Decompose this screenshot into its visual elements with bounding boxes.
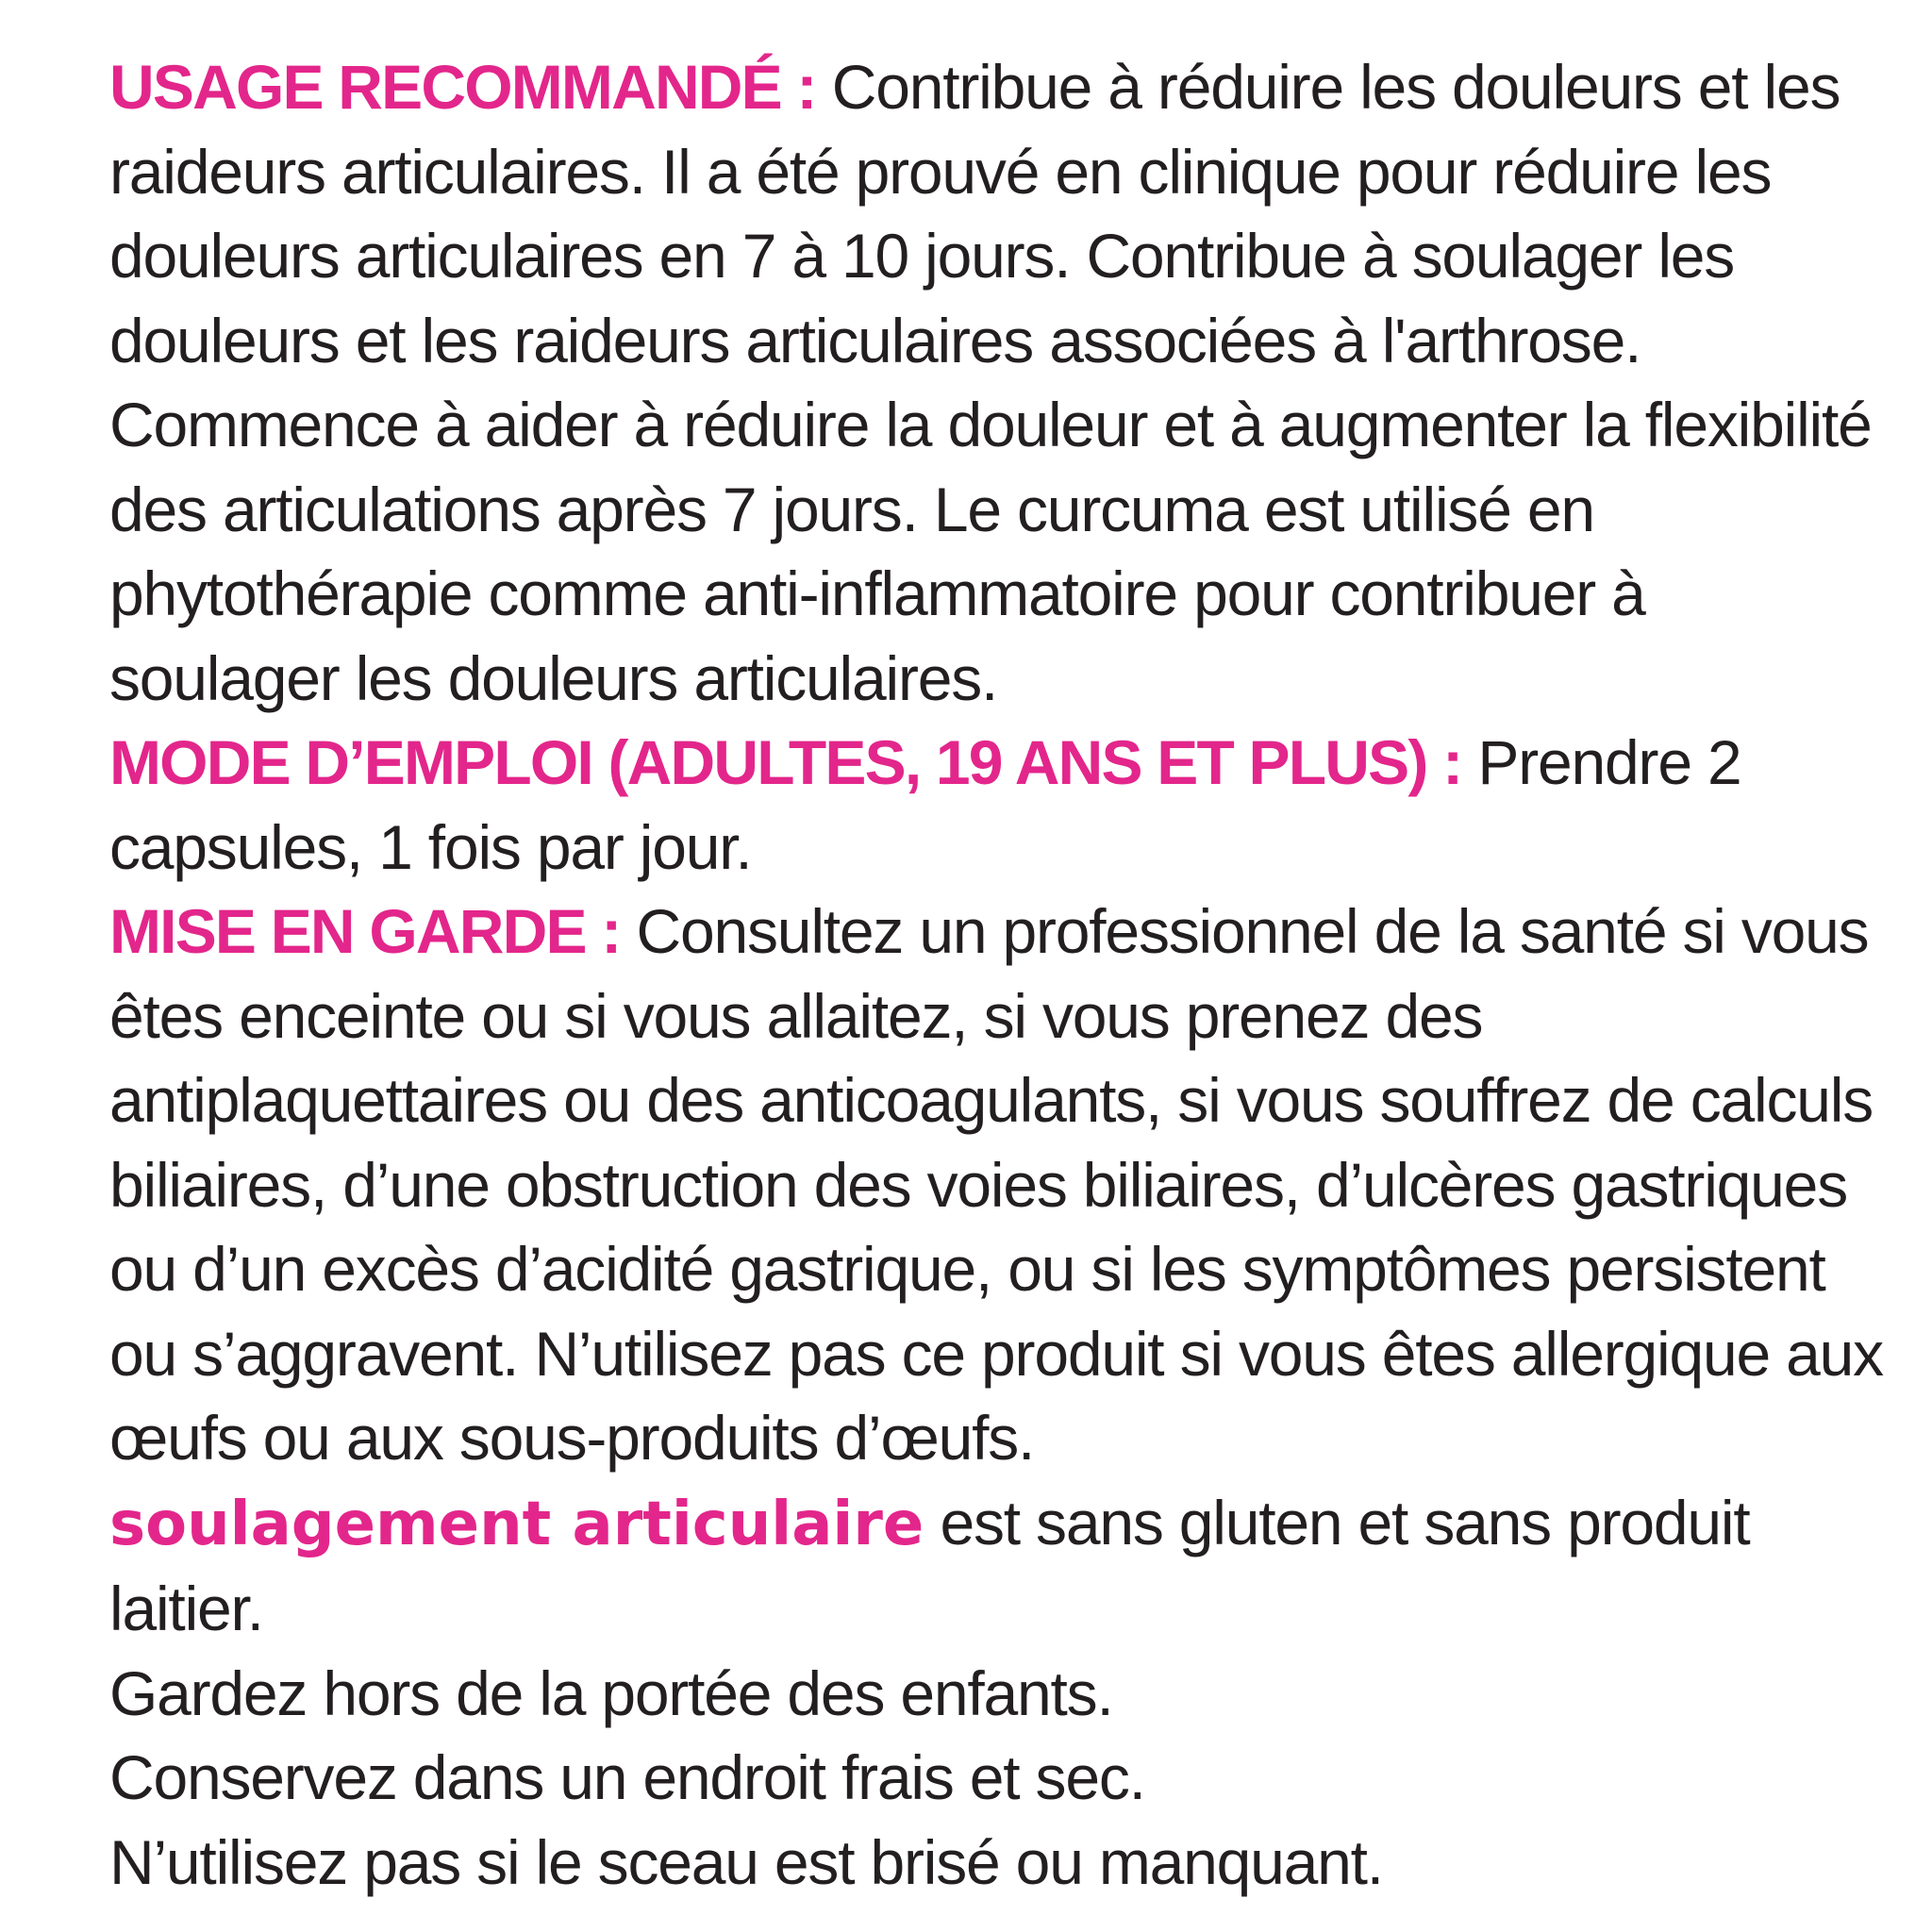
storage-line-seal: N’utilisez pas si le sceau est brisé ou manquant. (109, 1826, 1383, 1897)
brand-statement (109, 1481, 1883, 1652)
storage-line-children: Gardez hors de la portée des enfants. (109, 1657, 1113, 1728)
usage-section (109, 45, 1883, 721)
directions-text: Prendre 2 capsules, 1 fois par jour. (109, 727, 1741, 882)
warning-text: Consultez un professionnel de la santé si vous êtes enceinte ou si vous allaitez, si vous prenez des antiplaquettaires ou des anticoagulants, si vous souffrez de calculs biliaires, d’une obstruction des voies biliaires, d’ulcères gastriques ou d’un excès d’acidité gastrique, ou si les symptômes persistent ou s’aggravent. N’utilisez pas ce produit si vous êtes allergique aux œufs ou aux sous-produits d’œufs. (109, 896, 1883, 1473)
directions-heading: MODE D’EMPLOI (ADULTES, 19 ANS ET PLUS) : (109, 727, 1462, 797)
usage-text: Contribue à réduire les douleurs et les raideurs articulaires. Il a été prouvé en clinique pour réduire les douleurs articulaires en 7 à 10 jours. Contribue à soulager les douleurs et les raideurs articulaires associées à l'arthrose. Commence à aider à réduire la douleur et à augmenter la flexibilité des articulations après 7 jours. Le curcuma est utilisé en phytothérapie comme anti-inflammatoire pour contribuer à soulager les douleurs articulaires. (109, 52, 1872, 713)
brand-statement-text: est sans gluten et sans produit laitier. (109, 1487, 1750, 1643)
usage-heading: USAGE RECOMMANDÉ : (109, 52, 816, 122)
brand-name: soulagement articulaire (109, 1489, 924, 1559)
product-label-text (109, 45, 1883, 1905)
directions-section (109, 721, 1883, 890)
storage-line-cool-dry: Conservez dans un endroit frais et sec. (109, 1742, 1145, 1812)
warning-section (109, 890, 1883, 1481)
warning-heading: MISE EN GARDE : (109, 896, 621, 966)
